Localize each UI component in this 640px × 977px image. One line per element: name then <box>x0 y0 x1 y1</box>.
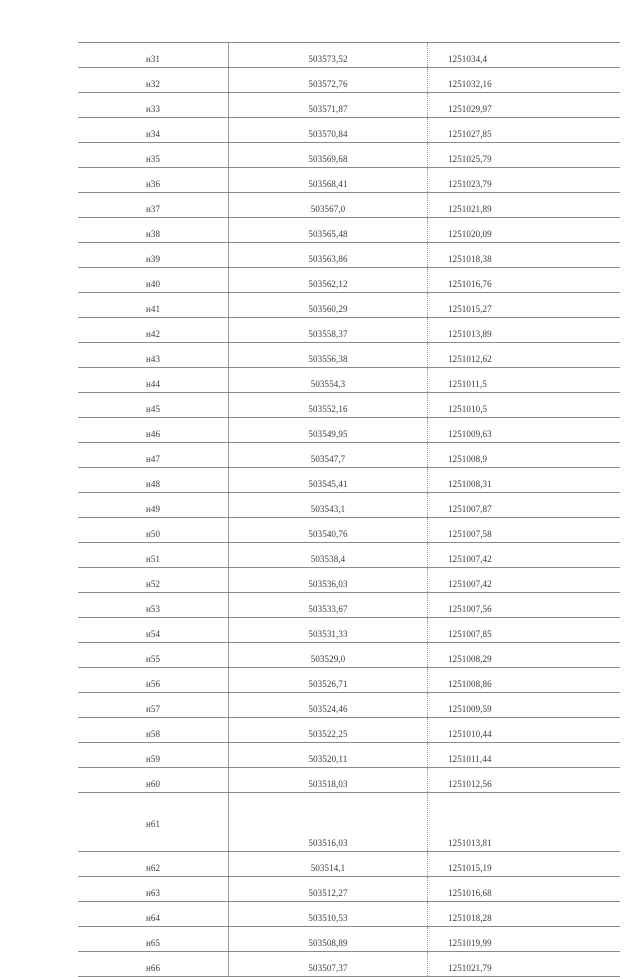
table-row <box>78 877 620 902</box>
point-label-cell: н66 <box>78 952 229 977</box>
x-coordinate-cell: 503568,41 <box>229 168 428 193</box>
x-coordinate-cell: 503552,16 <box>229 393 428 418</box>
x-coordinate-cell: 503529,0 <box>229 643 428 668</box>
x-coordinate-cell: 503516,03 <box>229 793 428 852</box>
point-label-cell: н31 <box>78 43 229 68</box>
point-label-cell: н47 <box>78 443 229 468</box>
y-coordinate-cell: 1251008,31 <box>428 468 621 493</box>
point-label-cell: н43 <box>78 343 229 368</box>
point-label-cell: н42 <box>78 318 229 343</box>
y-coordinate-cell: 1251011,5 <box>428 368 621 393</box>
table-row <box>78 418 620 443</box>
table-row <box>78 68 620 93</box>
y-coordinate-cell: 1251016,76 <box>428 268 621 293</box>
table-row <box>78 493 620 518</box>
point-label-cell: н39 <box>78 243 229 268</box>
table-row <box>78 168 620 193</box>
point-label-cell: н65 <box>78 927 229 952</box>
y-coordinate-cell: 1251012,56 <box>428 768 621 793</box>
y-coordinate-cell: 1251007,58 <box>428 518 621 543</box>
point-label-cell: н41 <box>78 293 229 318</box>
y-coordinate-cell: 1251013,89 <box>428 318 621 343</box>
table-row <box>78 143 620 168</box>
table-row <box>78 852 620 877</box>
point-label-cell: н50 <box>78 518 229 543</box>
point-label-cell: н44 <box>78 368 229 393</box>
x-coordinate-cell: 503524,46 <box>229 693 428 718</box>
point-label-cell: н59 <box>78 743 229 768</box>
x-coordinate-cell: 503563,86 <box>229 243 428 268</box>
point-label-cell: н40 <box>78 268 229 293</box>
table-row <box>78 793 620 852</box>
y-coordinate-cell: 1251018,28 <box>428 902 621 927</box>
x-coordinate-cell: 503554,3 <box>229 368 428 393</box>
y-coordinate-cell: 1251012,62 <box>428 343 621 368</box>
table-row <box>78 668 620 693</box>
x-coordinate-cell: 503508,89 <box>229 927 428 952</box>
x-coordinate-cell: 503514,1 <box>229 852 428 877</box>
y-coordinate-cell: 1251011,44 <box>428 743 621 768</box>
y-coordinate-cell: 1251015,27 <box>428 293 621 318</box>
point-label-cell: н63 <box>78 877 229 902</box>
y-coordinate-cell: 1251007,42 <box>428 543 621 568</box>
y-coordinate-cell: 1251008,29 <box>428 643 621 668</box>
y-coordinate-cell: 1251018,38 <box>428 243 621 268</box>
x-coordinate-cell: 503518,03 <box>229 768 428 793</box>
y-coordinate-cell: 1251007,42 <box>428 568 621 593</box>
table-row <box>78 43 620 68</box>
table-row <box>78 902 620 927</box>
table-row <box>78 593 620 618</box>
x-coordinate-cell: 503538,4 <box>229 543 428 568</box>
x-coordinate-cell: 503573,52 <box>229 43 428 68</box>
table-row <box>78 768 620 793</box>
x-coordinate-cell: 503520,11 <box>229 743 428 768</box>
x-coordinate-cell: 503571,87 <box>229 93 428 118</box>
y-coordinate-cell: 1251029,97 <box>428 93 621 118</box>
table-row <box>78 927 620 952</box>
x-coordinate-cell: 503512,27 <box>229 877 428 902</box>
point-label-cell: н62 <box>78 852 229 877</box>
table-row <box>78 218 620 243</box>
y-coordinate-cell: 1251027,85 <box>428 118 621 143</box>
x-coordinate-cell: 503549,95 <box>229 418 428 443</box>
x-coordinate-cell: 503507,37 <box>229 952 428 977</box>
table-row <box>78 293 620 318</box>
point-label-cell: н37 <box>78 193 229 218</box>
coordinates-table <box>78 42 620 977</box>
point-label-cell: н38 <box>78 218 229 243</box>
x-coordinate-cell: 503545,41 <box>229 468 428 493</box>
y-coordinate-cell: 1251023,79 <box>428 168 621 193</box>
table-row <box>78 268 620 293</box>
y-coordinate-cell: 1251021,89 <box>428 193 621 218</box>
point-label-cell: н54 <box>78 618 229 643</box>
table-row <box>78 693 620 718</box>
x-coordinate-cell: 503558,37 <box>229 318 428 343</box>
table-row <box>78 343 620 368</box>
point-label-cell: н34 <box>78 118 229 143</box>
table-row <box>78 718 620 743</box>
table-row <box>78 952 620 977</box>
y-coordinate-cell: 1251007,56 <box>428 593 621 618</box>
table-row <box>78 618 620 643</box>
table-row <box>78 543 620 568</box>
x-coordinate-cell: 503526,71 <box>229 668 428 693</box>
y-coordinate-cell: 1251010,5 <box>428 393 621 418</box>
x-coordinate-cell: 503510,53 <box>229 902 428 927</box>
table-row <box>78 743 620 768</box>
x-coordinate-cell: 503536,03 <box>229 568 428 593</box>
x-coordinate-cell: 503543,1 <box>229 493 428 518</box>
x-coordinate-cell: 503562,12 <box>229 268 428 293</box>
point-label-cell: н51 <box>78 543 229 568</box>
y-coordinate-cell: 1251020,09 <box>428 218 621 243</box>
point-label-cell: н33 <box>78 93 229 118</box>
point-label-cell: н52 <box>78 568 229 593</box>
point-label-cell: н48 <box>78 468 229 493</box>
y-coordinate-cell: 1251008,9 <box>428 443 621 468</box>
point-label-cell: н56 <box>78 668 229 693</box>
x-coordinate-cell: 503572,76 <box>229 68 428 93</box>
table-row <box>78 118 620 143</box>
y-coordinate-cell: 1251009,59 <box>428 693 621 718</box>
x-coordinate-cell: 503567,0 <box>229 193 428 218</box>
point-label-cell: н58 <box>78 718 229 743</box>
coordinates-table-body <box>78 43 620 977</box>
y-coordinate-cell: 1251015,19 <box>428 852 621 877</box>
table-row <box>78 443 620 468</box>
point-label-cell: н45 <box>78 393 229 418</box>
x-coordinate-cell: 503533,67 <box>229 593 428 618</box>
point-label-cell: н49 <box>78 493 229 518</box>
point-label-cell: н35 <box>78 143 229 168</box>
x-coordinate-cell: 503556,38 <box>229 343 428 368</box>
y-coordinate-cell: 1251021,79 <box>428 952 621 977</box>
point-label-cell: н57 <box>78 693 229 718</box>
table-row <box>78 468 620 493</box>
y-coordinate-cell: 1251025,79 <box>428 143 621 168</box>
x-coordinate-cell: 503569,68 <box>229 143 428 168</box>
table-row <box>78 93 620 118</box>
y-coordinate-cell: 1251007,85 <box>428 618 621 643</box>
point-label-cell: н53 <box>78 593 229 618</box>
y-coordinate-cell: 1251009,63 <box>428 418 621 443</box>
x-coordinate-cell: 503547,7 <box>229 443 428 468</box>
table-row <box>78 393 620 418</box>
x-coordinate-cell: 503560,29 <box>229 293 428 318</box>
point-label-cell: н55 <box>78 643 229 668</box>
table-row <box>78 243 620 268</box>
y-coordinate-cell: 1251007,87 <box>428 493 621 518</box>
y-coordinate-cell: 1251013,81 <box>428 793 621 852</box>
table-row <box>78 318 620 343</box>
y-coordinate-cell: 1251016,68 <box>428 877 621 902</box>
point-label-cell: н32 <box>78 68 229 93</box>
table-row <box>78 643 620 668</box>
x-coordinate-cell: 503531,33 <box>229 618 428 643</box>
point-label-cell: н46 <box>78 418 229 443</box>
table-row <box>78 193 620 218</box>
point-label-cell: н60 <box>78 768 229 793</box>
point-label-cell: н36 <box>78 168 229 193</box>
y-coordinate-cell: 1251008,86 <box>428 668 621 693</box>
point-label-cell: н64 <box>78 902 229 927</box>
x-coordinate-cell: 503540,76 <box>229 518 428 543</box>
y-coordinate-cell: 1251032,16 <box>428 68 621 93</box>
table-row <box>78 568 620 593</box>
x-coordinate-cell: 503522,25 <box>229 718 428 743</box>
table-row <box>78 518 620 543</box>
y-coordinate-cell: 1251034,4 <box>428 43 621 68</box>
table-row <box>78 368 620 393</box>
point-label-cell: н61 <box>78 793 229 852</box>
y-coordinate-cell: 1251010,44 <box>428 718 621 743</box>
x-coordinate-cell: 503565,48 <box>229 218 428 243</box>
x-coordinate-cell: 503570,84 <box>229 118 428 143</box>
y-coordinate-cell: 1251019,99 <box>428 927 621 952</box>
